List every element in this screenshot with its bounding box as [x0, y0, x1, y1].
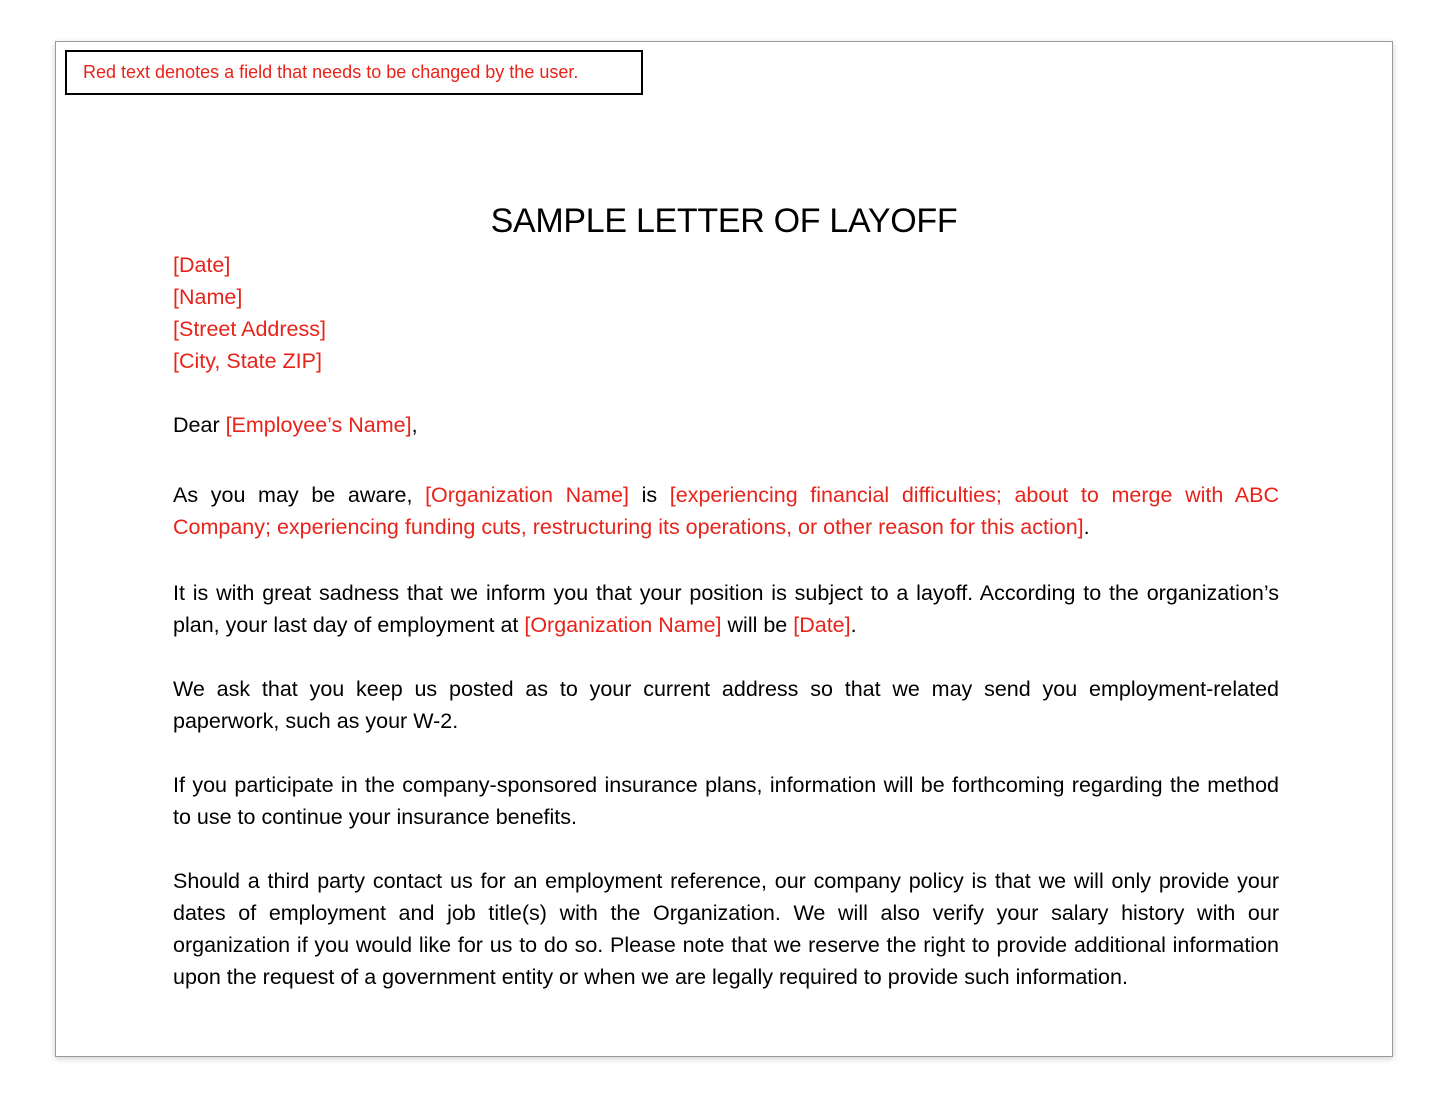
instruction-notice-text: Red text denotes a field that needs to be changed by the user.: [83, 62, 579, 82]
greeting: [173, 409, 1279, 441]
paragraph-last-day: [173, 577, 1279, 641]
address-date: [Date]: [173, 253, 231, 277]
document-page: [55, 41, 1393, 1057]
instruction-notice: [65, 50, 643, 95]
address-name: [Name]: [173, 285, 243, 309]
paragraph-last-day-text-1: It is with great sadness that we inform you that your position is subject to a layoff. According to the organization’s plan, your last day of employment at: [173, 581, 1279, 637]
letter-body: [173, 249, 1279, 993]
organization-name-field-2: [Organization Name]: [524, 613, 722, 637]
paragraph-reason-text-1: As you may be aware,: [173, 483, 426, 507]
paragraph-address-update: We ask that you keep us posted as to your current address so that we may send you employment-related paperwork, such as your W-2.: [173, 677, 1279, 733]
address-city: [City, State ZIP]: [173, 349, 322, 373]
organization-name-field: [Organization Name]: [425, 483, 629, 507]
layoff-reason-field: [experiencing financial difficulties; about to merge with ABC Company; experiencing funding cuts, restructuring its operations, or other reason for this action]: [173, 483, 1279, 539]
greeting-suffix: ,: [411, 413, 418, 437]
paragraph-reference-policy: Should a third party contact us for an employment reference, our company policy is that we will only provide your dates of employment and job title(s) with the Organization. We will also verify your salary history with our organization if you would like for us to do so. Please note that we reserve the right to provide additional information upon the request of a government entity or when we are legally required to provide such information.: [173, 869, 1279, 989]
paragraph-last-day-text-2: will be: [721, 613, 794, 637]
paragraph-reason: [173, 479, 1279, 543]
address-block: [173, 249, 1279, 377]
paragraph-reason-text-2: is: [628, 483, 670, 507]
greeting-prefix: Dear: [173, 413, 226, 437]
last-day-date-field: [Date]: [793, 613, 851, 637]
greeting-name-field: [Employee’s Name]: [225, 413, 412, 437]
document-title: SAMPLE LETTER OF LAYOFF: [490, 202, 958, 240]
paragraph-insurance: If you participate in the company-sponsored insurance plans, information will be forthcoming regarding the method to use to continue your insurance benefits.: [173, 773, 1279, 829]
paragraph-last-day-text-3: .: [850, 613, 857, 637]
paragraph-reason-text-3: .: [1083, 515, 1090, 539]
address-street: [Street Address]: [173, 317, 326, 341]
